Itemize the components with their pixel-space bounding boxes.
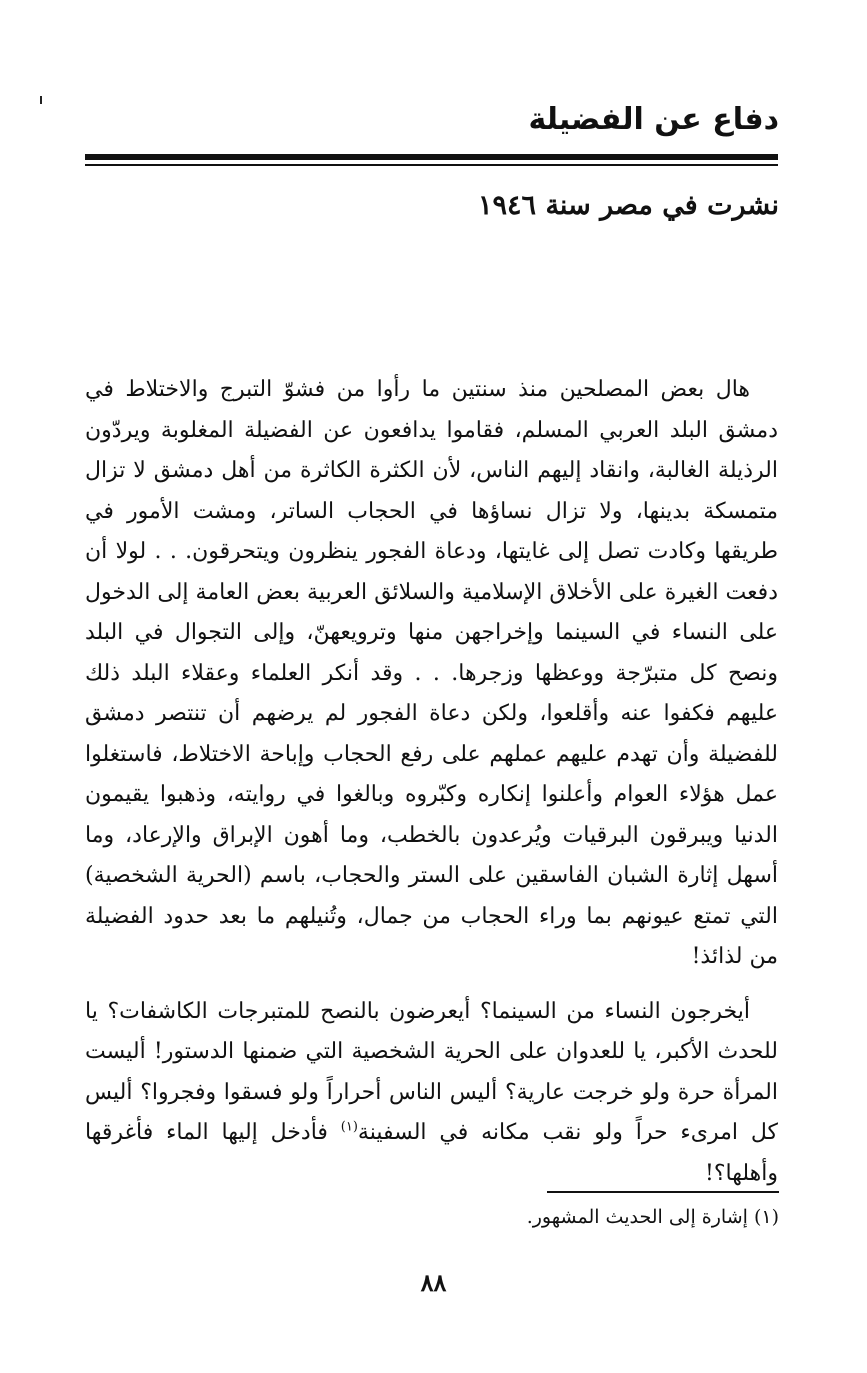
page-corner-mark [40,96,42,104]
footnote: (١) إشارة إلى الحديث المشهور. [526,1206,779,1228]
title-rule-thick [85,154,778,160]
chapter-title: دفاع عن الفضيلة [528,102,779,137]
paragraph-1: هال بعض المصلحين منذ سنتين ما رأوا من فشوّ التبرج والاختلاط في دمشق البلد العربي المسلم، فقاموا يدافعون عن الفضيلة المغلوبة ويردّون الرذيلة الغالبة، وانقاد إليهم الناس، لأن الكثرة الكاثرة من أهل دمشق لا تزال متمسكة بدينها، ولا تزال نساؤها في الحجاب الساتر، ومشت الأمور في طريقها وكادت تصل إلى غايتها، ودعاة الفجور ينظرون ويتحرقون. . . لولا أن دفعت الغيرة على الأخلاق الإسلامية والسلائق العربية بعض العامة إلى الدخول على النساء في السينما وإخراجهن منها وترويعهنّ، وإلى التجوال في البلد ونصح كل متبرّجة ووعظها وزجرها. . . وقد أنكر العلماء وعقلاء البلد ذلك عليهم فكفوا عنه وأقلعوا، ولكن دعاة الفجور لم يرضهم أن تنتصر دمشق للفضيلة وأن تهدم عليهم عملهم على رفع الحجاب وإباحة الاختلاط، فاستغلوا عمل هؤلاء العوام وأعلنوا إنكاره وكبّروه وبالغوا في روايته، وذهبوا يقيمون الدنيا ويبرقون البرقيات ويُرعدون بالخطب، وما أهون الإبراق والإرعاد، وما أسهل إثارة الشبان الفاسقين على الستر والحجاب، باسم (الحرية الشخصية) التي تمتع عيونهم بما وراء الحجاب من جمال، وتُنيلهم ما بعد حدود الفضيلة من لذائذ! [85,377,779,969]
paragraph-2 [85,992,778,1195]
footnote-separator [547,1191,779,1193]
page-number: ٨٨ [420,1268,447,1297]
article-body [85,370,778,1194]
paragraph-2-text-start: أيخرجون النساء من السينما؟ أيعرضون بالنصح للمتبرجات الكاشفات؟ يا للحدث الأكبر، يا للعدوان على الحرية الشخصية التي ضمنها الدستور! أليست المرأة حرة ولو خرجت عارية؟ أليس الناس أحراراً ولو فسقوا وفجروا؟ أليس كل امرىء حراً ولو نقب مكانه في السفينة [85,998,778,1145]
paragraph-2-text-end: فأدخل إليها الماء فأغرقها وأهلها؟! [85,1120,778,1186]
publication-note: نشرت في مصر سنة ١٩٤٦ [478,190,779,221]
title-rule-thin [85,164,778,166]
footnote-marker: (١) [340,1119,358,1135]
